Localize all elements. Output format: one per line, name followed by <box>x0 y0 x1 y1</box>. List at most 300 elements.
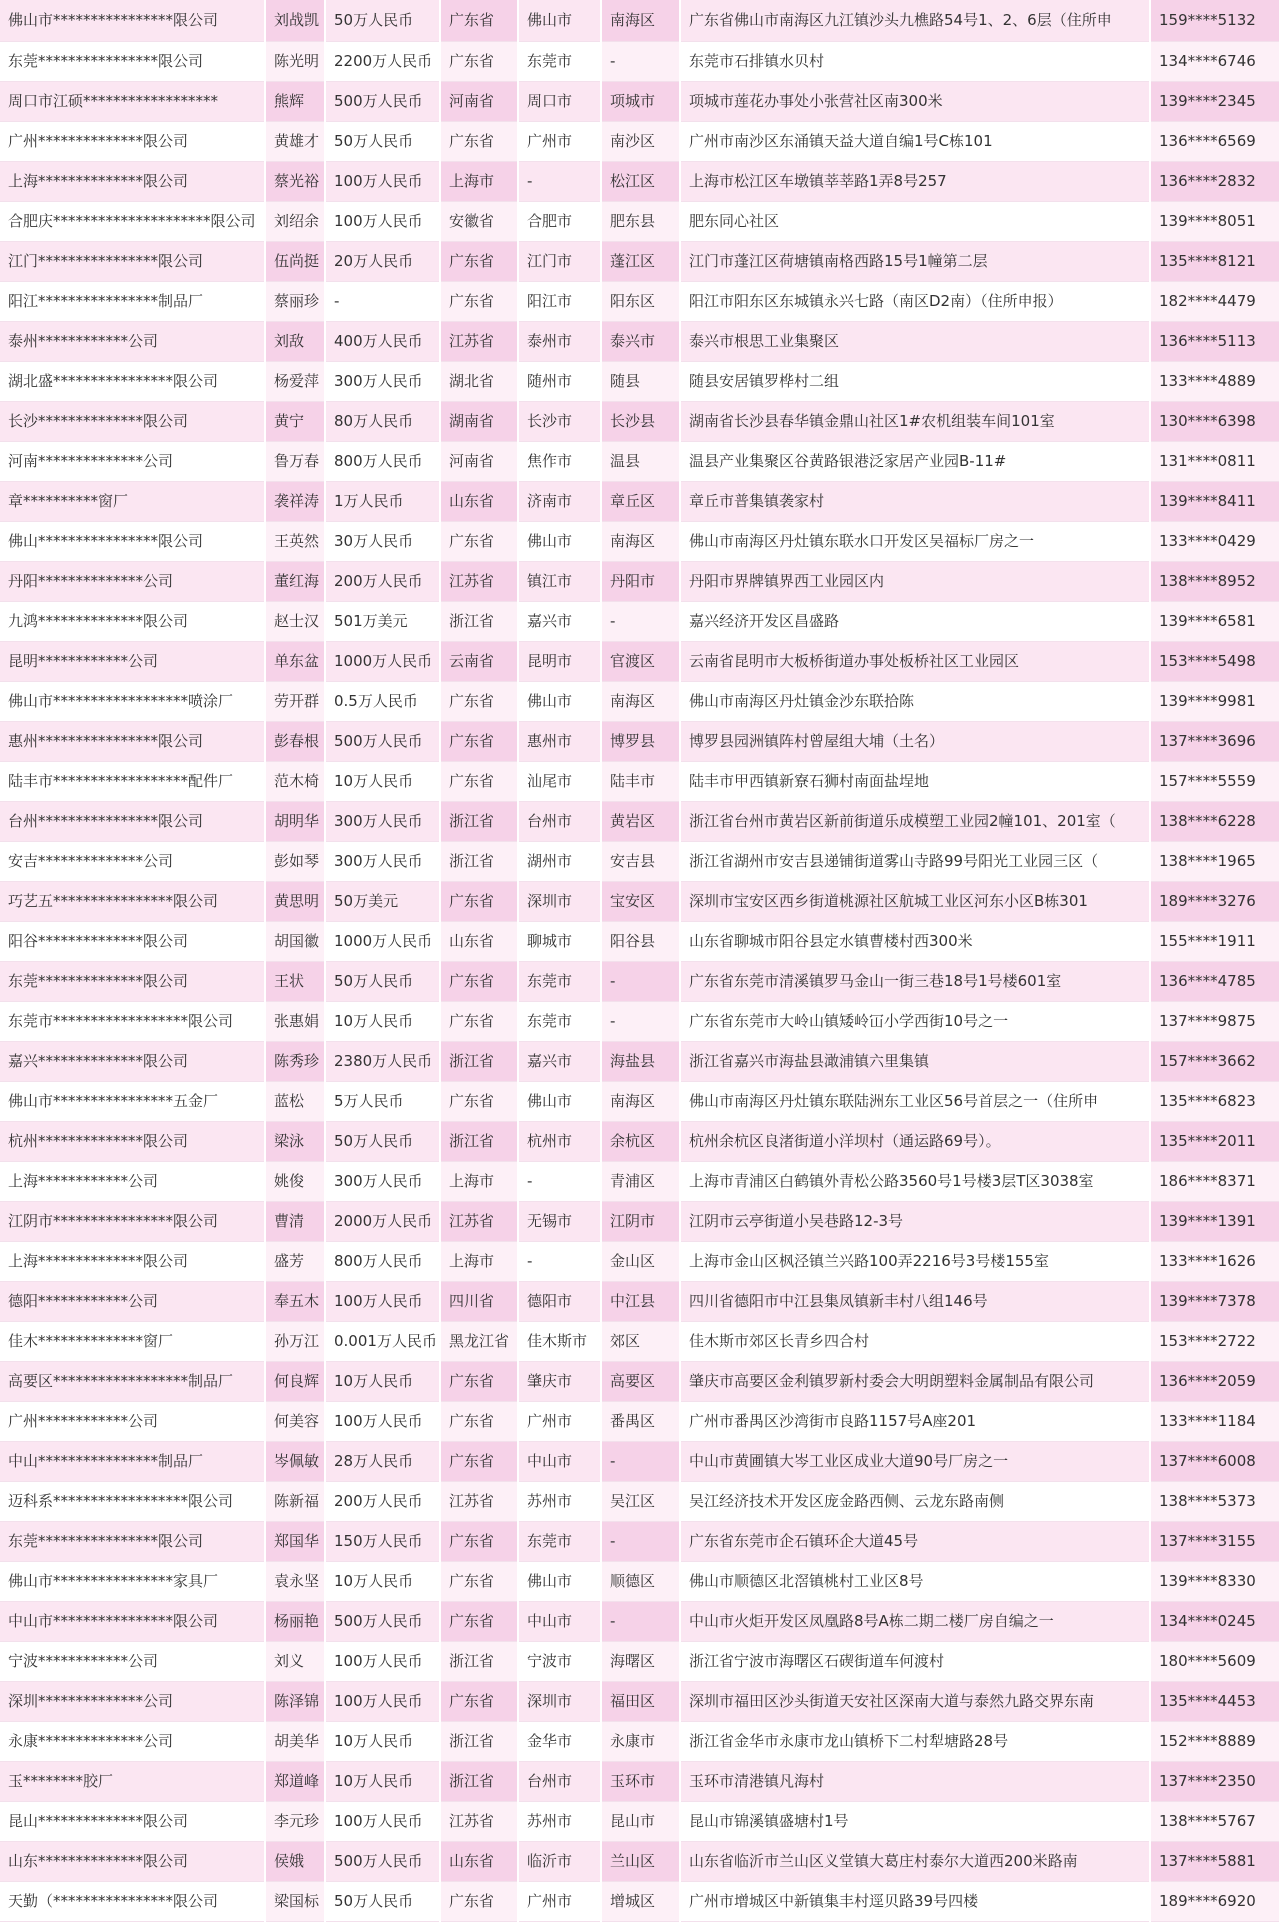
address-cell: 温县产业集聚区谷黄路银港泛家居产业园B-11# <box>680 441 1150 481</box>
city-cell: 东莞市 <box>518 1001 601 1041</box>
company-name-cell: 佛山市******************喷涂厂 <box>0 681 265 721</box>
district-cell: 南海区 <box>601 521 680 561</box>
phone-cell: 180****5609 <box>1150 1641 1280 1681</box>
legal-rep-cell: 王英然 <box>265 521 325 561</box>
city-cell: 肇庆市 <box>518 1361 601 1401</box>
table-row <box>0 1241 1280 1281</box>
city-cell: 镇江市 <box>518 561 601 601</box>
province-cell: 广东省 <box>440 1361 518 1401</box>
province-cell: 江苏省 <box>440 561 518 601</box>
table-row <box>0 1881 1280 1921</box>
legal-rep-cell: 熊辉 <box>265 81 325 121</box>
district-cell: 兰山区 <box>601 1841 680 1881</box>
legal-rep-cell: 何美容 <box>265 1401 325 1441</box>
phone-cell: 139****7378 <box>1150 1281 1280 1321</box>
province-cell: 上海市 <box>440 1161 518 1201</box>
company-name-cell: 中山****************制品厂 <box>0 1441 265 1481</box>
company-name-cell: 佛山市****************五金厂 <box>0 1081 265 1121</box>
province-cell: 广东省 <box>440 121 518 161</box>
address-cell: 杭州余杭区良渚街道小洋坝村（通运路69号）。 <box>680 1121 1150 1161</box>
capital-cell: 100万人民币 <box>325 1681 440 1721</box>
legal-rep-cell: 袭祥涛 <box>265 481 325 521</box>
phone-cell: 153****2722 <box>1150 1321 1280 1361</box>
capital-cell: 10万人民币 <box>325 1001 440 1041</box>
company-name-cell: 嘉兴**************限公司 <box>0 1041 265 1081</box>
table-row <box>0 1641 1280 1681</box>
company-name-cell: 江阴市****************限公司 <box>0 1201 265 1241</box>
legal-rep-cell: 蓝松 <box>265 1081 325 1121</box>
address-cell: 浙江省金华市永康市龙山镇桥下二村犁塘路28号 <box>680 1721 1150 1761</box>
phone-cell: 186****8371 <box>1150 1161 1280 1201</box>
phone-cell: 135****2011 <box>1150 1121 1280 1161</box>
province-cell: 广东省 <box>440 1681 518 1721</box>
phone-cell: 155****1911 <box>1150 921 1280 961</box>
phone-cell: 136****2832 <box>1150 161 1280 201</box>
city-cell: 佛山市 <box>518 1561 601 1601</box>
address-cell: 江阴市云亭街道小吴巷路12-3号 <box>680 1201 1150 1241</box>
legal-rep-cell: 梁泳 <box>265 1121 325 1161</box>
phone-cell: 136****6569 <box>1150 121 1280 161</box>
phone-cell: 134****0245 <box>1150 1601 1280 1641</box>
district-cell: 阳谷县 <box>601 921 680 961</box>
table-row <box>0 1601 1280 1641</box>
city-cell: 惠州市 <box>518 721 601 761</box>
phone-cell: 139****6581 <box>1150 601 1280 641</box>
capital-cell: 100万人民币 <box>325 1401 440 1441</box>
legal-rep-cell: 陈新福 <box>265 1481 325 1521</box>
legal-rep-cell: 刘绍余 <box>265 201 325 241</box>
province-cell: 安徽省 <box>440 201 518 241</box>
province-cell: 广东省 <box>440 281 518 321</box>
city-cell: 长沙市 <box>518 401 601 441</box>
district-cell: 增城区 <box>601 1881 680 1921</box>
province-cell: 浙江省 <box>440 1761 518 1801</box>
city-cell: 台州市 <box>518 801 601 841</box>
province-cell: 广东省 <box>440 1401 518 1441</box>
table-row <box>0 1721 1280 1761</box>
address-cell: 湖南省长沙县春华镇金鼎山社区1#农机组装车间101室 <box>680 401 1150 441</box>
capital-cell: 100万人民币 <box>325 161 440 201</box>
company-name-cell: 佛山市****************限公司 <box>0 0 265 41</box>
province-cell: 广东省 <box>440 721 518 761</box>
province-cell: 广东省 <box>440 761 518 801</box>
table-row <box>0 281 1280 321</box>
city-cell: 佛山市 <box>518 0 601 41</box>
company-name-cell: 惠州****************限公司 <box>0 721 265 761</box>
province-cell: 四川省 <box>440 1281 518 1321</box>
address-cell: 吴江经济技术开发区庞金路西侧、云龙东路南侧 <box>680 1481 1150 1521</box>
table-row <box>0 601 1280 641</box>
address-cell: 山东省聊城市阳谷县定水镇曹楼村西300米 <box>680 921 1150 961</box>
province-cell: 广东省 <box>440 681 518 721</box>
capital-cell: 50万人民币 <box>325 1121 440 1161</box>
address-cell: 肇庆市高要区金利镇罗新村委会大明朗塑料金属制品有限公司 <box>680 1361 1150 1401</box>
district-cell: 阳东区 <box>601 281 680 321</box>
city-cell: 嘉兴市 <box>518 1041 601 1081</box>
address-cell: 浙江省湖州市安吉县递铺街道雾山寺路99号阳光工业园三区（ <box>680 841 1150 881</box>
table-row <box>0 961 1280 1001</box>
company-name-cell: 高要区******************制品厂 <box>0 1361 265 1401</box>
district-cell: 蓬江区 <box>601 241 680 281</box>
phone-cell: 138****5767 <box>1150 1801 1280 1841</box>
city-cell: 江门市 <box>518 241 601 281</box>
phone-cell: 189****3276 <box>1150 881 1280 921</box>
phone-cell: 130****6398 <box>1150 401 1280 441</box>
address-cell: 广东省东莞市大岭山镇矮岭冚小学西街10号之一 <box>680 1001 1150 1041</box>
table-row <box>0 1361 1280 1401</box>
capital-cell: 1000万人民币 <box>325 641 440 681</box>
district-cell: 松江区 <box>601 161 680 201</box>
province-cell: 广东省 <box>440 521 518 561</box>
table-row <box>0 1001 1280 1041</box>
legal-rep-cell: 胡明华 <box>265 801 325 841</box>
capital-cell: 0.5万人民币 <box>325 681 440 721</box>
table-row <box>0 1161 1280 1201</box>
province-cell: 浙江省 <box>440 1721 518 1761</box>
legal-rep-cell: 孙万江 <box>265 1321 325 1361</box>
address-cell: 章丘市普集镇袭家村 <box>680 481 1150 521</box>
company-name-cell: 泰州************公司 <box>0 321 265 361</box>
city-cell: 中山市 <box>518 1601 601 1641</box>
district-cell: 官渡区 <box>601 641 680 681</box>
city-cell: 中山市 <box>518 1441 601 1481</box>
district-cell: 番禺区 <box>601 1401 680 1441</box>
company-name-cell: 上海************公司 <box>0 1161 265 1201</box>
legal-rep-cell: 王状 <box>265 961 325 1001</box>
province-cell: 湖南省 <box>440 401 518 441</box>
address-cell: 浙江省宁波市海曙区石碶街道车何渡村 <box>680 1641 1150 1681</box>
capital-cell: 200万人民币 <box>325 561 440 601</box>
address-cell: 四川省德阳市中江县集凤镇新丰村八组146号 <box>680 1281 1150 1321</box>
legal-rep-cell: 刘义 <box>265 1641 325 1681</box>
province-cell: 山东省 <box>440 481 518 521</box>
district-cell: 南海区 <box>601 0 680 41</box>
table-row <box>0 1681 1280 1721</box>
table-row <box>0 561 1280 601</box>
city-cell: 焦作市 <box>518 441 601 481</box>
address-cell: 陆丰市甲西镇新寮石狮村南面盐埕地 <box>680 761 1150 801</box>
company-name-cell: 佛山****************限公司 <box>0 521 265 561</box>
address-cell: 佳木斯市郊区长青乡四合村 <box>680 1321 1150 1361</box>
capital-cell: 100万人民币 <box>325 201 440 241</box>
province-cell: 上海市 <box>440 1241 518 1281</box>
address-cell: 肥东同心社区 <box>680 201 1150 241</box>
phone-cell: 133****0429 <box>1150 521 1280 561</box>
company-name-cell: 杭州**************限公司 <box>0 1121 265 1161</box>
city-cell: 周口市 <box>518 81 601 121</box>
province-cell: 浙江省 <box>440 801 518 841</box>
district-cell: - <box>601 601 680 641</box>
legal-rep-cell: 刘战凯 <box>265 0 325 41</box>
city-cell: 东莞市 <box>518 1521 601 1561</box>
phone-cell: 138****8952 <box>1150 561 1280 601</box>
province-cell: 浙江省 <box>440 601 518 641</box>
address-cell: 上海市金山区枫泾镇兰兴路100弄2216号3号楼155室 <box>680 1241 1150 1281</box>
table-row <box>0 241 1280 281</box>
city-cell: 合肥市 <box>518 201 601 241</box>
district-cell: 玉环市 <box>601 1761 680 1801</box>
province-cell: 广东省 <box>440 1081 518 1121</box>
table-row <box>0 161 1280 201</box>
company-name-cell: 九鸿**************限公司 <box>0 601 265 641</box>
company-name-cell: 佛山市****************家具厂 <box>0 1561 265 1601</box>
phone-cell: 135****6823 <box>1150 1081 1280 1121</box>
company-name-cell: 上海**************限公司 <box>0 1241 265 1281</box>
capital-cell: 50万人民币 <box>325 0 440 41</box>
legal-rep-cell: 陈泽锦 <box>265 1681 325 1721</box>
city-cell: 阳江市 <box>518 281 601 321</box>
capital-cell: 800万人民币 <box>325 1241 440 1281</box>
phone-cell: 138****5373 <box>1150 1481 1280 1521</box>
legal-rep-cell: 郑国华 <box>265 1521 325 1561</box>
capital-cell: 10万人民币 <box>325 1721 440 1761</box>
city-cell: 德阳市 <box>518 1281 601 1321</box>
city-cell: 佛山市 <box>518 681 601 721</box>
legal-rep-cell: 伍尚挺 <box>265 241 325 281</box>
capital-cell: 50万人民币 <box>325 1881 440 1921</box>
legal-rep-cell: 盛芳 <box>265 1241 325 1281</box>
table-row <box>0 0 1280 41</box>
province-cell: 浙江省 <box>440 1641 518 1681</box>
table-row <box>0 1401 1280 1441</box>
company-name-cell: 佳木**************窗厂 <box>0 1321 265 1361</box>
city-cell: 嘉兴市 <box>518 601 601 641</box>
capital-cell: 300万人民币 <box>325 1161 440 1201</box>
city-cell: 聊城市 <box>518 921 601 961</box>
phone-cell: 136****2059 <box>1150 1361 1280 1401</box>
table-row <box>0 761 1280 801</box>
table-row <box>0 1441 1280 1481</box>
table-row <box>0 921 1280 961</box>
city-cell: 佳木斯市 <box>518 1321 601 1361</box>
table-row <box>0 441 1280 481</box>
phone-cell: 153****5498 <box>1150 641 1280 681</box>
company-name-cell: 宁波************公司 <box>0 1641 265 1681</box>
table-row <box>0 521 1280 561</box>
phone-cell: 137****9875 <box>1150 1001 1280 1041</box>
city-cell: 临沂市 <box>518 1841 601 1881</box>
legal-rep-cell: 单东盆 <box>265 641 325 681</box>
capital-cell: 501万美元 <box>325 601 440 641</box>
province-cell: 云南省 <box>440 641 518 681</box>
address-cell: 中山市火炬开发区凤凰路8号A栋二期二楼厂房自编之一 <box>680 1601 1150 1641</box>
phone-cell: 182****4479 <box>1150 281 1280 321</box>
capital-cell: - <box>325 281 440 321</box>
capital-cell: 500万人民币 <box>325 1841 440 1881</box>
province-cell: 河南省 <box>440 81 518 121</box>
table-row <box>0 1281 1280 1321</box>
capital-cell: 300万人民币 <box>325 841 440 881</box>
province-cell: 广东省 <box>440 1521 518 1561</box>
address-cell: 佛山市南海区丹灶镇东联陆洲东工业区56号首层之一（住所申 <box>680 1081 1150 1121</box>
capital-cell: 2200万人民币 <box>325 41 440 81</box>
company-name-cell: 深圳**************公司 <box>0 1681 265 1721</box>
province-cell: 江苏省 <box>440 1201 518 1241</box>
city-cell: 深圳市 <box>518 1681 601 1721</box>
address-cell: 上海市青浦区白鹤镇外青松公路3560号1号楼3层T区3038室 <box>680 1161 1150 1201</box>
district-cell: 余杭区 <box>601 1121 680 1161</box>
legal-rep-cell: 杨爱萍 <box>265 361 325 401</box>
legal-rep-cell: 奉五木 <box>265 1281 325 1321</box>
province-cell: 上海市 <box>440 161 518 201</box>
capital-cell: 10万人民币 <box>325 1361 440 1401</box>
table-row <box>0 721 1280 761</box>
district-cell: 金山区 <box>601 1241 680 1281</box>
table-row <box>0 841 1280 881</box>
table-row <box>0 1521 1280 1561</box>
phone-cell: 157****3662 <box>1150 1041 1280 1081</box>
table-row <box>0 1321 1280 1361</box>
city-cell: 深圳市 <box>518 881 601 921</box>
district-cell: 吴江区 <box>601 1481 680 1521</box>
city-cell: 宁波市 <box>518 1641 601 1681</box>
phone-cell: 138****1965 <box>1150 841 1280 881</box>
table-row <box>0 121 1280 161</box>
company-name-cell: 河南**************公司 <box>0 441 265 481</box>
legal-rep-cell: 姚俊 <box>265 1161 325 1201</box>
city-cell: 佛山市 <box>518 521 601 561</box>
legal-rep-cell: 鲁万春 <box>265 441 325 481</box>
city-cell: 广州市 <box>518 121 601 161</box>
table-row <box>0 1761 1280 1801</box>
legal-rep-cell: 曹清 <box>265 1201 325 1241</box>
address-cell: 玉环市清港镇凡海村 <box>680 1761 1150 1801</box>
province-cell: 黑龙江省 <box>440 1321 518 1361</box>
phone-cell: 137****6008 <box>1150 1441 1280 1481</box>
company-name-cell: 东莞**************限公司 <box>0 961 265 1001</box>
company-name-cell: 长沙**************限公司 <box>0 401 265 441</box>
capital-cell: 100万人民币 <box>325 1801 440 1841</box>
phone-cell: 159****5132 <box>1150 0 1280 41</box>
company-name-cell: 巧艺五****************限公司 <box>0 881 265 921</box>
capital-cell: 300万人民币 <box>325 801 440 841</box>
company-name-cell: 天勤（****************限公司 <box>0 1881 265 1921</box>
district-cell: 温县 <box>601 441 680 481</box>
company-name-cell: 东莞****************限公司 <box>0 41 265 81</box>
company-name-cell: 永康**************公司 <box>0 1721 265 1761</box>
legal-rep-cell: 刘敌 <box>265 321 325 361</box>
legal-rep-cell: 侯娥 <box>265 1841 325 1881</box>
province-cell: 浙江省 <box>440 841 518 881</box>
city-cell: 东莞市 <box>518 41 601 81</box>
address-cell: 上海市松江区车墩镇莘莘路1弄8号257 <box>680 161 1150 201</box>
legal-rep-cell: 岑佩敏 <box>265 1441 325 1481</box>
phone-cell: 135****8121 <box>1150 241 1280 281</box>
district-cell: 陆丰市 <box>601 761 680 801</box>
district-cell: 丹阳市 <box>601 561 680 601</box>
address-cell: 广州市番禺区沙湾街市良路1157号A座201 <box>680 1401 1150 1441</box>
legal-rep-cell: 胡美华 <box>265 1721 325 1761</box>
company-name-cell: 上海**************限公司 <box>0 161 265 201</box>
district-cell: 南海区 <box>601 681 680 721</box>
city-cell: 湖州市 <box>518 841 601 881</box>
city-cell: - <box>518 1241 601 1281</box>
city-cell: 金华市 <box>518 1721 601 1761</box>
table-row <box>0 81 1280 121</box>
district-cell: - <box>601 41 680 81</box>
table-row <box>0 681 1280 721</box>
table-row <box>0 1481 1280 1521</box>
address-cell: 广州市南沙区东涌镇天益大道自编1号C栋101 <box>680 121 1150 161</box>
phone-cell: 133****4889 <box>1150 361 1280 401</box>
city-cell: 昆明市 <box>518 641 601 681</box>
phone-cell: 136****5113 <box>1150 321 1280 361</box>
province-cell: 河南省 <box>440 441 518 481</box>
legal-rep-cell: 梁国标 <box>265 1881 325 1921</box>
district-cell: 宝安区 <box>601 881 680 921</box>
capital-cell: 500万人民币 <box>325 81 440 121</box>
legal-rep-cell: 李元珍 <box>265 1801 325 1841</box>
phone-cell: 133****1184 <box>1150 1401 1280 1441</box>
company-name-cell: 德阳************公司 <box>0 1281 265 1321</box>
legal-rep-cell: 董红海 <box>265 561 325 601</box>
company-name-cell: 湖北盛****************限公司 <box>0 361 265 401</box>
legal-rep-cell: 陈秀珍 <box>265 1041 325 1081</box>
phone-cell: 139****8411 <box>1150 481 1280 521</box>
address-cell: 山东省临沂市兰山区义堂镇大葛庄村泰尔大道西200米路南 <box>680 1841 1150 1881</box>
district-cell: 中江县 <box>601 1281 680 1321</box>
capital-cell: 2380万人民币 <box>325 1041 440 1081</box>
address-cell: 嘉兴经济开发区昌盛路 <box>680 601 1150 641</box>
capital-cell: 10万人民币 <box>325 761 440 801</box>
phone-cell: 137****2350 <box>1150 1761 1280 1801</box>
phone-cell: 138****6228 <box>1150 801 1280 841</box>
phone-cell: 189****6920 <box>1150 1881 1280 1921</box>
province-cell: 山东省 <box>440 921 518 961</box>
city-cell: 苏州市 <box>518 1801 601 1841</box>
district-cell: 泰兴市 <box>601 321 680 361</box>
capital-cell: 500万人民币 <box>325 1601 440 1641</box>
company-name-cell: 玉********胶厂 <box>0 1761 265 1801</box>
district-cell: 江阴市 <box>601 1201 680 1241</box>
legal-rep-cell: 陈光明 <box>265 41 325 81</box>
district-cell: 安吉县 <box>601 841 680 881</box>
province-cell: 江苏省 <box>440 1481 518 1521</box>
table-row <box>0 321 1280 361</box>
phone-cell: 133****1626 <box>1150 1241 1280 1281</box>
capital-cell: 50万人民币 <box>325 961 440 1001</box>
company-name-cell: 阳江****************制品厂 <box>0 281 265 321</box>
company-name-cell: 迈科系******************限公司 <box>0 1481 265 1521</box>
legal-rep-cell: 蔡光裕 <box>265 161 325 201</box>
district-cell: 项城市 <box>601 81 680 121</box>
table-row <box>0 801 1280 841</box>
district-cell: 南沙区 <box>601 121 680 161</box>
address-cell: 广东省佛山市南海区九江镇沙头九樵路54号1、2、6层（住所申 <box>680 0 1150 41</box>
province-cell: 湖北省 <box>440 361 518 401</box>
address-cell: 中山市黄圃镇大岑工业区成业大道90号厂房之一 <box>680 1441 1150 1481</box>
address-cell: 佛山市顺德区北滘镇桃村工业区8号 <box>680 1561 1150 1601</box>
company-name-cell: 昆明************公司 <box>0 641 265 681</box>
table-row <box>0 1081 1280 1121</box>
district-cell: - <box>601 1001 680 1041</box>
company-name-cell: 丹阳**************公司 <box>0 561 265 601</box>
city-cell: 泰州市 <box>518 321 601 361</box>
phone-cell: 137****3155 <box>1150 1521 1280 1561</box>
district-cell: 福田区 <box>601 1681 680 1721</box>
province-cell: 广东省 <box>440 1881 518 1921</box>
address-cell: 项城市莲花办事处小张营社区南300米 <box>680 81 1150 121</box>
address-cell: 浙江省台州市黄岩区新前街道乐成模塑工业园2幢101、201室（ <box>680 801 1150 841</box>
address-cell: 广东省东莞市企石镇环企大道45号 <box>680 1521 1150 1561</box>
district-cell: - <box>601 1441 680 1481</box>
address-cell: 昆山市锦溪镇盛塘村1号 <box>680 1801 1150 1841</box>
district-cell: 南海区 <box>601 1081 680 1121</box>
company-name-cell: 陆丰市******************配件厂 <box>0 761 265 801</box>
table-row <box>0 1121 1280 1161</box>
district-cell: 永康市 <box>601 1721 680 1761</box>
capital-cell: 500万人民币 <box>325 721 440 761</box>
